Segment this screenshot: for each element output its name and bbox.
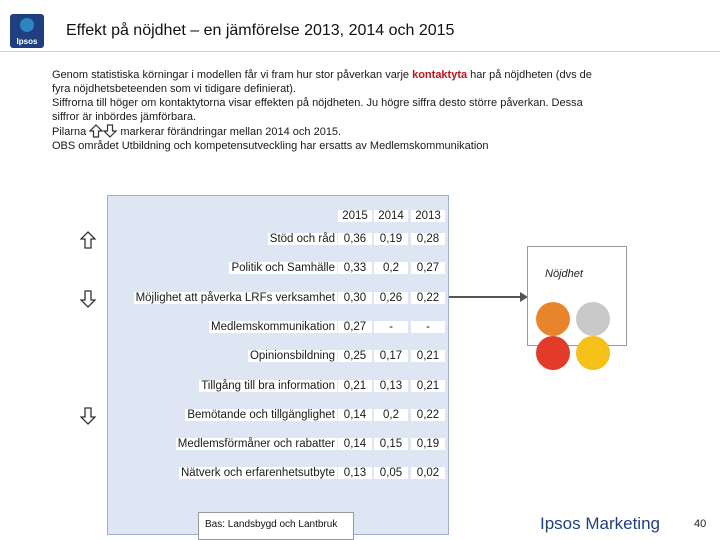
row-label: Medlemskommunikation [211,320,335,333]
value-2015: 0,14 [338,409,372,421]
value-2013: 0,22 [411,409,445,421]
down-arrow-icon [80,290,96,308]
table-row [107,230,449,250]
value-2013: 0,21 [411,380,445,392]
value-2015: 0,14 [338,438,372,450]
value-2013: 0,28 [411,233,445,245]
satisfaction-dot [536,302,570,336]
table-row [107,435,449,455]
row-label: Möjlighet att påverka LRFs verksamhet [135,291,335,304]
page-number: 40 [694,518,707,530]
brand-name: Ipsos Marketing [540,514,660,533]
table-row [107,289,449,309]
table-row [107,464,449,484]
column-header: 2013 [411,210,445,222]
value-2014: 0,05 [374,467,408,479]
value-2014: 0,19 [374,233,408,245]
column-header: 2015 [338,210,372,222]
value-2015: 0,25 [338,350,372,362]
row-label: Medlemsförmåner och rabatter [177,438,335,451]
table-row [107,347,449,367]
title-divider [0,51,720,52]
value-2015: 0,27 [338,321,372,333]
value-2014: 0,2 [374,262,408,274]
intro-text [52,68,612,153]
up-arrow-icon [89,124,103,138]
row-label: Nätverk och erfarenhetsutbyte [180,467,335,480]
intro-line2: Siffrorna till höger om kontaktytorna visar effekten på nöjdheten. Ju högre siffra desto större påverkan. Dessa siffror är inbördes jämförbara. [52,97,583,123]
satisfaction-label: Nöjdhet [545,268,583,280]
row-label: Stöd och råd [269,233,335,245]
row-label: Bemötande och tillgänglighet [187,408,335,421]
intro-highlight: kontaktyta [412,69,468,81]
row-label: Opinionsbildning [249,350,335,363]
ipsos-logo [10,14,44,48]
value-2015: 0,30 [338,292,372,304]
table-row [107,406,449,426]
satisfaction-dot [576,336,610,370]
value-2014: 0,26 [374,292,408,304]
satisfaction-dots [532,298,626,370]
table-header-row [107,207,449,227]
satisfaction-dot [576,302,610,336]
logo-mark-icon [20,18,34,32]
value-2013: 0,19 [411,438,445,450]
row-label: Tillgång till bra information [201,379,335,392]
intro-line3-after: markerar förändringar mellan 2014 och 2015. [120,126,342,138]
value-2015: 0,36 [338,233,372,245]
value-2014: 0,15 [374,438,408,450]
intro-line1-before: Genom statistiska körningar i modellen får vi fram hur stor påverkan varje [52,69,413,81]
value-2014: - [374,321,408,333]
intro-line3-before: Pilarna [52,126,87,138]
value-2013: 0,02 [411,467,445,479]
value-2015: 0,13 [338,467,372,479]
row-label: Politik och Samhälle [231,262,335,275]
value-2015: 0,33 [338,262,372,274]
source-text: Bas: Landsbygd och Lantbruk [205,519,338,530]
down-arrow-icon [80,407,96,425]
intro-line4: OBS området Utbildning och kompetensutveckling har ersatts av Medlemskommunikation [52,140,489,152]
value-2015: 0,21 [338,380,372,392]
value-2013: - [411,321,445,333]
column-header: 2014 [374,210,408,222]
table-row [107,318,449,338]
intro-line1-after: har på nöjdheten (dvs de fyra nöjdhetsbeteenden som vi tidigare definierat). [52,69,592,95]
value-2013: 0,27 [411,262,445,274]
table-row [107,259,449,279]
down-arrow-icon [103,124,117,138]
value-2014: 0,17 [374,350,408,362]
value-2014: 0,13 [374,380,408,392]
satisfaction-dot [536,336,570,370]
up-arrow-icon [80,231,96,249]
logo-text: Ipsos [16,37,38,46]
value-2013: 0,22 [411,292,445,304]
connector-line [449,296,525,298]
value-2014: 0,2 [374,409,408,421]
table-row [107,377,449,397]
value-2013: 0,21 [411,350,445,362]
slide-title: Effekt på nöjdhet – en jämförelse 2013, 2014 och 2015 [66,22,455,39]
